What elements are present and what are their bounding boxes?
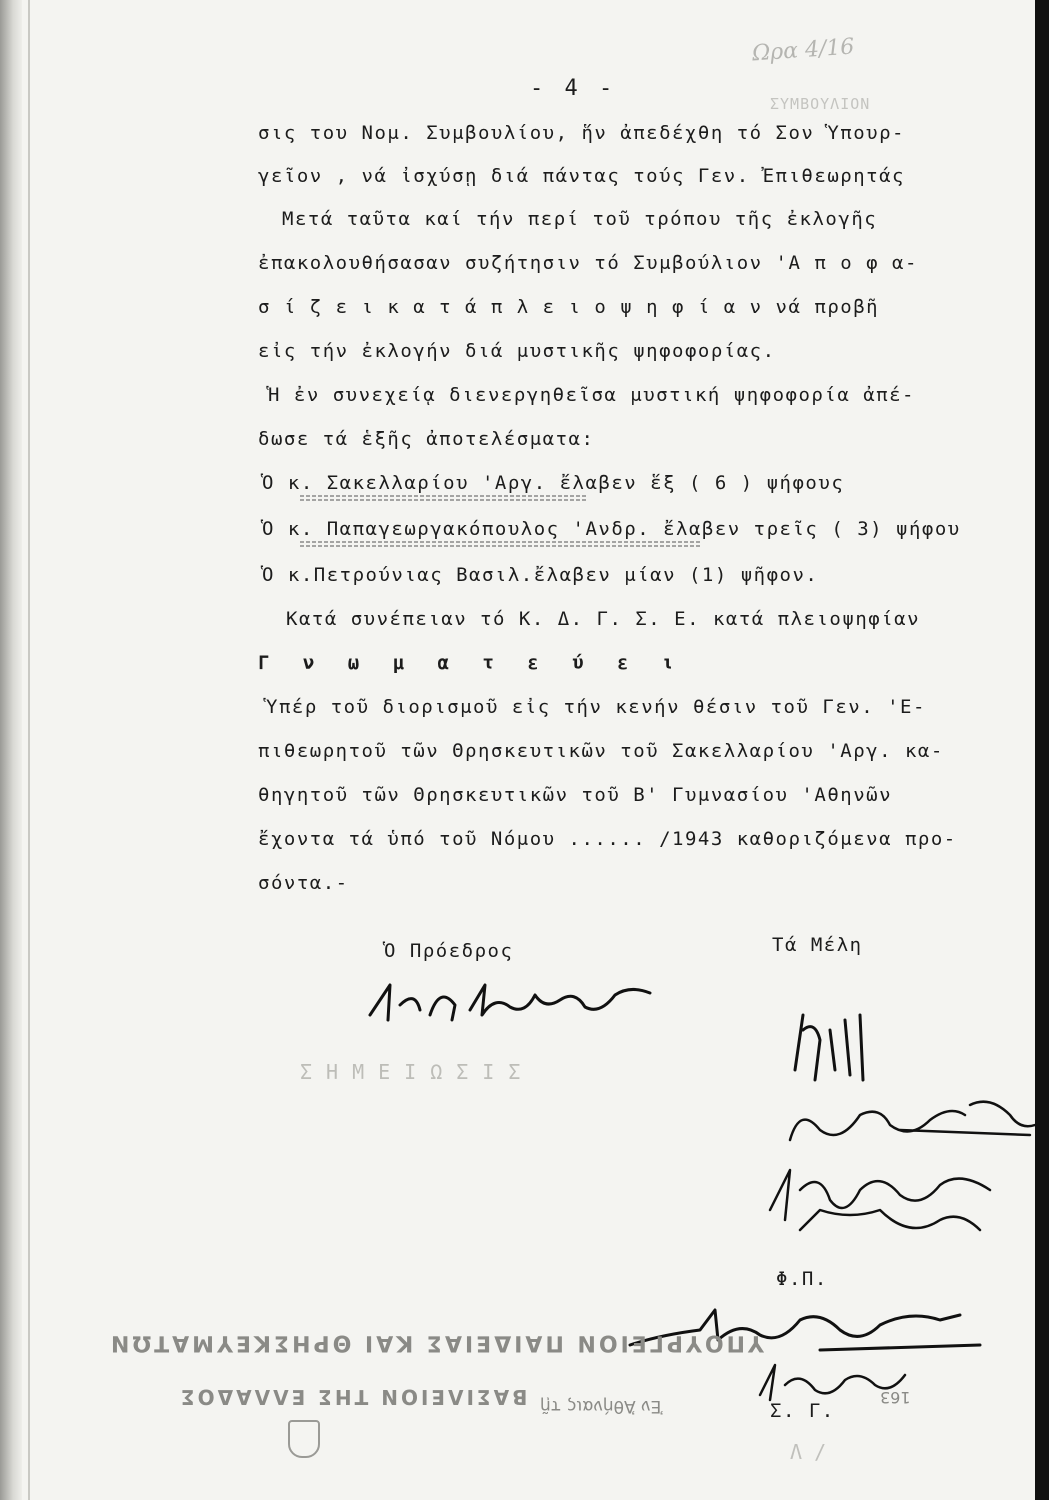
vote-result-line: Ὁ κ.Πετρούνιας Βασιλ.ἔλαβεν μίαν (1) ψῆφον. bbox=[262, 564, 819, 586]
kingdom-stamp: ΒΑΣΙΛΕΙΟΝ ΤΗΣ ΕΛΛΑΔΟΣ bbox=[178, 1385, 528, 1409]
body-line: ἐπακολουθήσασαν συζήτησιν τό Συμβούλιον 'Α π ο φ α- bbox=[258, 252, 918, 274]
body-line: σ ί ζ ε ι κ α τ ά π λ ε ι ο ψ η φ ί α ν νά προβῆ bbox=[258, 296, 880, 318]
ministry-stamp: ΥΠΟΥΡΓΕΙΟΝ ΠΑΙΔΕΙΑΣ ΚΑΙ ΘΡΗΣΚΕΥΜΑΤΩΝ bbox=[108, 1330, 764, 1355]
body-line: Κατά συνέπειαν τό Κ. Δ. Γ. Σ. Ε. κατά πλειοψηφίαν bbox=[286, 608, 921, 630]
bleed-through-stamp: ΣΗΜΕΙΩΣΙΣ bbox=[300, 1060, 535, 1084]
member-signature-3 bbox=[760, 1150, 1020, 1250]
members-label: Τά Μέλη bbox=[772, 934, 863, 956]
vote-result-line: Ὁ κ. Παπαγεωργακόπουλος 'Ανδρ. ἔλαβεν τρεῖς ( 3) ψήφου bbox=[262, 518, 961, 540]
footer-mark: Λ / bbox=[790, 1440, 827, 1464]
body-line: εἰς τήν ἐκλογήν διά μυστικῆς ψηφοφορίας. bbox=[258, 340, 776, 362]
body-line: γεῖον , νά ἰσχύσῃ διά πάντας τούς Γεν. Ἐπιθεωρητάς bbox=[258, 165, 905, 187]
body-line: Μετά ταῦτα καί τήν περί τοῦ τρόπου τῆς ἐκλογῆς bbox=[282, 208, 878, 230]
binding-edge bbox=[0, 0, 22, 1500]
body-line: Ὑπέρ τοῦ διορισμοῦ εἰς τήν κενήν θέσιν τοῦ Γεν. 'Ε- bbox=[266, 696, 926, 718]
protocol-number: 163 bbox=[880, 1388, 911, 1407]
body-line: ἔχοντα τά ὑπό τοῦ Νόμου ...... /1943 καθοριζόμενα προ- bbox=[258, 828, 957, 850]
vote-result-line: Ὁ κ. Σακελλαρίου 'Αργ. ἔλαβεν ἕξ ( 6 ) ψήφους bbox=[262, 472, 845, 494]
sg-label: Σ. Γ. bbox=[770, 1400, 835, 1422]
fold-line bbox=[28, 0, 30, 1500]
body-line: δωσε τά ἑξῆς ἀποτελέσματα: bbox=[258, 428, 595, 450]
place-stamp: Ἐν Ἀθήναις τῇ bbox=[540, 1396, 663, 1416]
president-signature bbox=[360, 965, 670, 1035]
body-line: σις του Νομ. Συμβουλίου, ἥν ἀπεδέχθη τό Σον Ὑπουρ- bbox=[258, 122, 905, 144]
body-line: Ἡ ἐν συνεχείᾳ διενεργηθεῖσα μυστική ψηφοφορία ἀπέ- bbox=[268, 384, 915, 406]
member-signature-1 bbox=[775, 1000, 895, 1090]
body-line: σόντα.- bbox=[258, 872, 349, 894]
body-line: θηγητοῦ τῶν Θρησκευτικῶν τοῦ Β' Γυμνασίου 'Αθηνῶν bbox=[258, 784, 893, 806]
scan-edge bbox=[1035, 0, 1049, 1500]
fp-label: Φ.Π. bbox=[776, 1268, 828, 1290]
crest-icon bbox=[288, 1420, 320, 1458]
name-underlines bbox=[300, 494, 1020, 554]
body-line: πιθεωρητοῦ τῶν Θρησκευτικῶν τοῦ Σακελλαρίου 'Αργ. κα- bbox=[258, 740, 944, 762]
page-number: - 4 - bbox=[530, 76, 617, 101]
president-label: Ὁ Πρόεδρος bbox=[384, 940, 514, 962]
decision-heading: Γ ν ω μ α τ ε ύ ε ι bbox=[258, 652, 685, 674]
bleed-through-text: ΣΥΜΒΟΥΛΙΟΝ bbox=[770, 95, 871, 113]
archive-note: Ωρα 4/16 bbox=[751, 34, 856, 67]
